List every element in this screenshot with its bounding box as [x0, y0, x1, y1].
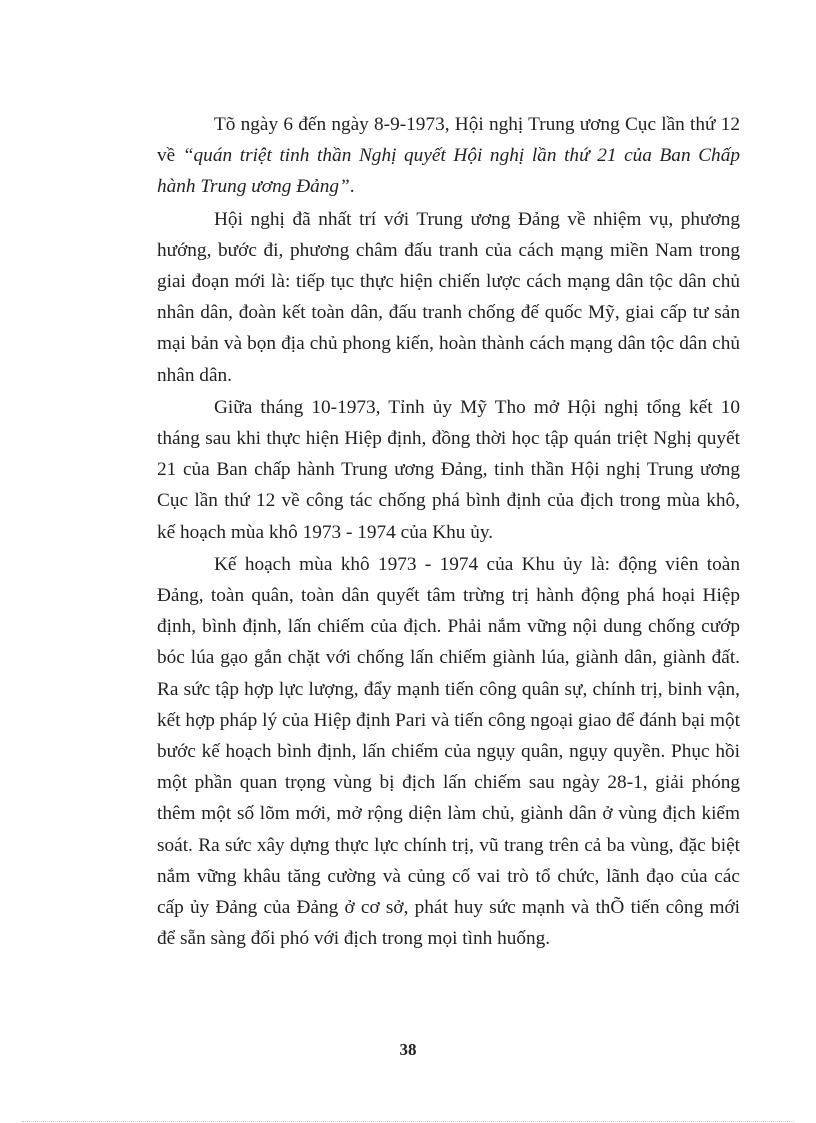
page-bottom-divider	[22, 1121, 794, 1122]
paragraph-2: Hội nghị đã nhất trí với Trung ương Đảng về nhiệm vụ, phương hướng, bước đi, phương châm đấu tranh của cách mạng miền Nam trong giai đoạn mới là: tiếp tục thực hiện chiến lược cách mạng dân tộc dân chủ nhân dân, đoàn kết toàn dân, đấu tranh chống đế quốc Mỹ, giai cấp tư sản mại bản và bọn địa chủ phong kiến, hoàn thành cách mạng dân tộc dân chủ nhân dân.	[157, 208, 740, 386]
page-number: 38	[399, 1040, 417, 1059]
paragraph-1-quote: “quán triệt tinh thần Nghị quyết Hội nghị lần thứ 21 của Ban Chấp hành Trung ương Đảng”	[157, 145, 740, 198]
paragraph-4: Kế hoạch mùa khô 1973 - 1974 của Khu ủy là: động viên toàn Đảng, toàn quân, toàn dân quyết tâm trừng trị hành động phá hoại Hiệp định, bình định, lấn chiếm của địch. Phải nắm vững nội dung chống cướp bóc lúa gạo gắn chặt với chống lấn chiếm giành lúa, giành dân, giành đất. Ra sức tập hợp lực lượng, đẩy mạnh tiến công quân sự, chính trị, binh vận, kết hợp pháp lý của Hiệp định Pari và tiến công ngoại giao để đánh bại một bước kế hoạch bình định, lấn chiếm của ngụy quân, ngụy quyền. Phục hồi một phần quan trọng vùng bị địch lấn chiếm sau ngày 28-1, giải phóng thêm một số lõm mới, mở rộng diện làm chủ, giành dân ở vùng địch kiểm soát. Ra sức xây dựng thực lực chính trị, vũ trang trên cả ba vùng, đặc biệt nắm vững khâu tăng cường và củng cố vai trò tổ chức, lãnh đạo của các cấp ủy Đảng của Đảng ở cơ sở, phát huy sức mạnh và thÕ tiến công mới để sẵn sàng đối phó với địch trong mọi tình huống.	[157, 553, 740, 950]
paragraph-1-end: .	[349, 176, 355, 198]
paragraph-3: Giữa tháng 10-1973, Tỉnh ủy Mỹ Tho mở Hội nghị tổng kết 10 tháng sau khi thực hiện Hiệp định, đồng thời học tập quán triệt Nghị quyết 21 của Ban chấp hành Trung ương Đảng, tinh thần Hội nghị Trung ương Cục lần thứ 12 về công tác chống phá bình định của địch trong mùa khô, kế hoạch mùa khô 1973 - 1974 của Khu ủy.	[157, 396, 740, 543]
paragraph-1	[157, 109, 740, 203]
body-text	[157, 109, 740, 954]
paragraph-1-lead: Tõ ngày 6 đến ngày 8-9-1973, Hội nghị Trung ương Cục lần thứ 12 về	[157, 114, 740, 167]
